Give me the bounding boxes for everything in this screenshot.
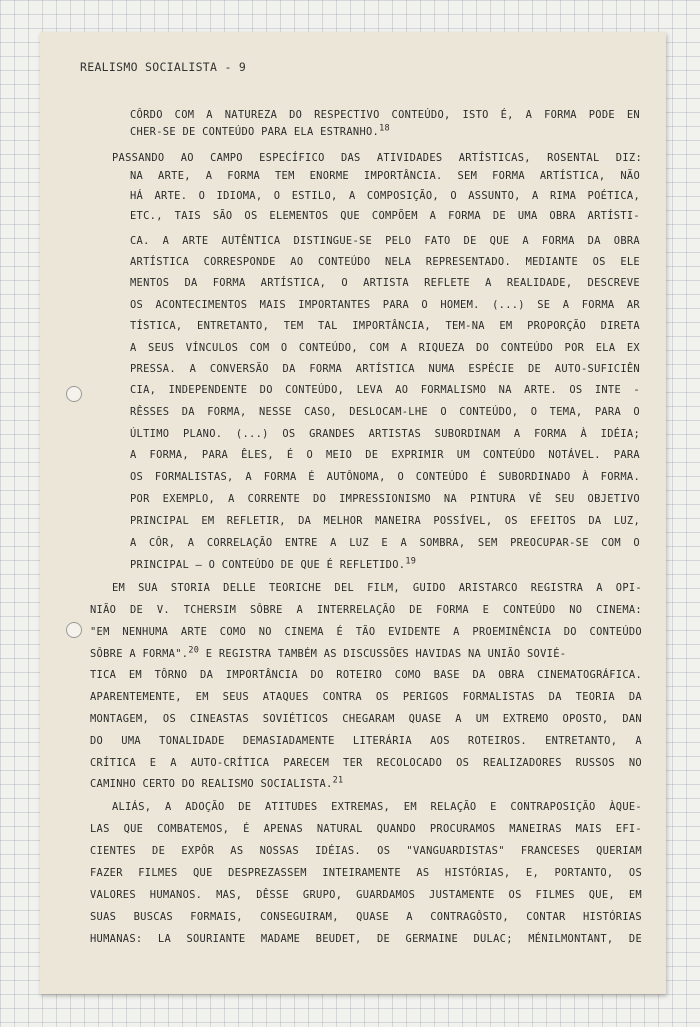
text-line: "EM NENHUMA ARTE COMO NO CINEMA É TÃO EVIDENTE A PROEMINÊNCIA DO CONTEÚDO [90, 626, 642, 638]
quote-line: PRINCIPAL EM REFLETIR, DA MELHOR MANEIRA POSSÍVEL, OS EFEITOS DA LUZ, [130, 515, 640, 527]
text-line: APARENTEMENTE, EM SEUS ATAQUES CONTRA OS PERIGOS FORMALISTAS DA TEORIA DA [90, 691, 642, 703]
text-line: FAZER FILMES QUE DESPREZASSEM INTEIRAMENTE AS HISTÓRIAS, E, PORTANTO, OS [90, 867, 642, 879]
quote-line: ARTÍSTICA CORRESPONDE AO CONTEÚDO NELA REPRESENTADO. MEDIANTE OS ELE [130, 256, 640, 268]
footnote-ref: 20 [188, 645, 200, 656]
quote-line: CIA, INDEPENDENTE DO CONTEÚDO, LEVA AO FORMALISMO NA ARTE. OS INTE - [130, 384, 640, 396]
text-line: EM SUA STORIA DELLE TEORICHE DEL FILM, GUIDO ARISTARCO REGISTRA A OPI- [112, 582, 642, 594]
punch-hole-icon [66, 622, 82, 638]
text-line: CHER-SE DE CONTEÚDO PARA ELA ESTRANHO.$^{18}$ [130, 123, 390, 138]
text-line: CIENTES DE EXPÔR AS NOSSAS IDÉIAS. OS "VANGUARDISTAS" FRANCESES QUERIAM [90, 845, 642, 857]
text-line: CRÍTICA E A AUTO-CRÍTICA PARECEM TER RECOLOCADO OS REALIZADORES RUSSOS NO [90, 757, 642, 769]
quote-line: PRINCIPAL — O CONTEÚDO DE QUE É REFLETIDO.$^{19}$ [130, 556, 417, 571]
text-line: PASSANDO AO CAMPO ESPECÍFICO DAS ATIVIDADES ARTÍSTICAS, ROSENTAL DIZ: [112, 152, 642, 164]
text-line: VALORES HUMANOS. MAS, DÊSSE GRUPO, GUARDAMOS JUSTAMENTE OS FILMES QUE, EM [90, 889, 642, 901]
quote-line: OS FORMALISTAS, A FORMA É AUTÔNOMA, O CONTEÚDO É SUBORDINADO À FORMA. [130, 471, 640, 483]
quote-line: POR EXEMPLO, A CORRENTE DO IMPRESSIONISMO NA PINTURA VÊ SEU OBJETIVO [130, 493, 640, 505]
text-line: ALIÁS, A ADOÇÃO DE ATITUDES EXTREMAS, EM RELAÇÃO E CONTRAPOSIÇÃO ÀQUE- [112, 801, 642, 813]
quote-line: A CÔR, A CORRELAÇÃO ENTRE A LUZ E A SOMBRA, SEM PREOCUPAR-SE COM O [130, 537, 640, 549]
text-line: CAMINHO CERTO DO REALISMO SOCIALISTA.$^{21}$ [90, 775, 344, 790]
quote-line: HÁ ARTE. O IDIOMA, O ESTILO, A COMPOSIÇÃO, O ASSUNTO, A RIMA POÉTICA, [130, 190, 640, 202]
quote-line: OS ACONTECIMENTOS MAIS IMPORTANTES PARA O HOMEM. (...) SE A FORMA AR [130, 299, 640, 311]
quote-line: ETC., TAIS SÃO OS ELEMENTOS QUE COMPÕEM A FORMA DE UMA OBRA ARTÍSTI- [130, 210, 640, 222]
quote-line: PRESSA. A CONVERSÃO DA FORMA ARTÍSTICA NUMA ESPÉCIE DE AUTO-SUFICIÊN [130, 363, 640, 375]
footnote-ref: 18 [379, 123, 390, 134]
text-line: NIÃO DE V. TCHERSIM SÔBRE A INTERRELAÇÃO DE FORMA E CONTEÚDO NO CINEMA: [90, 604, 642, 616]
quote-line: NA ARTE, A FORMA TEM ENORME IMPORTÂNCIA. SEM FORMA ARTÍSTICA, NÃO [130, 170, 640, 182]
text-line: DO UMA TONALIDADE DEMASIADAMENTE LITERÁRIA AOS ROTEIROS. ENTRETANTO, A [90, 735, 642, 747]
text-line: TICA EM TÔRNO DA IMPORTÂNCIA DO ROTEIRO COMO BASE DA OBRA CINEMATOGRÁFICA. [90, 669, 642, 681]
text-line: LAS QUE COMBATEMOS, É APENAS NATURAL QUANDO PROCURAMOS MANEIRAS MAIS EFI- [90, 823, 642, 835]
quote-line: CA. A ARTE AUTÊNTICA DISTINGUE-SE PELO FATO DE QUE A FORMA DA OBRA [130, 235, 640, 247]
quote-line: A SEUS VÍNCULOS COM O CONTEÚDO, COM A RIQUEZA DO CONTEÚDO POR ELA EX [130, 342, 640, 354]
footnote-ref: 19 [405, 556, 417, 567]
quote-line: ÚLTIMO PLANO. (...) OS GRANDES ARTISTAS SUBORDINAM A FORMA À IDÉIA; [130, 428, 640, 440]
punch-hole-icon [66, 386, 82, 402]
quote-line: A FORMA, PARA ÊLES, É O MEIO DE EXPRIMIR UM CONTEÚDO NOTÁVEL. PARA [130, 449, 640, 461]
text-line: MONTAGEM, OS CINEASTAS SOVIÉTICOS CHEGARAM QUASE A UM EXTREMO OPOSTO, DAN [90, 713, 642, 725]
text-line: CÔRDO COM A NATUREZA DO RESPECTIVO CONTEÚDO, ISTO É, A FORMA PODE EN [130, 109, 640, 121]
page-header: REALISMO SOCIALISTA - 9 [80, 60, 247, 74]
text-line: SUAS BUSCAS FORMAIS, CONSEGUIRAM, QUASE A CONTRAGÔSTO, CONTAR HISTÓRIAS [90, 911, 642, 923]
text-line: SÔBRE A FORMA".$^{20}$ E REGISTRA TAMBÉM AS DISCUSSÕES HAVIDAS NA UNIÃO SOVIÉ- [90, 645, 567, 660]
quote-line: RÊSSES DA FORMA, NESSE CASO, DESLOCAM-LHE O CONTEÚDO, O TEMA, PARA O [130, 406, 640, 418]
quote-line: MENTOS DA FORMA ARTÍSTICA, O ARTISTA REFLETE A REALIDADE, DESCREVE [130, 277, 640, 289]
text-line: HUMANAS: LA SOURIANTE MADAME BEUDET, DE GERMAINE DULAC; MÉNILMONTANT, DE [90, 933, 642, 945]
footnote-ref: 21 [332, 775, 344, 786]
quote-line: TÍSTICA, ENTRETANTO, TEM TAL IMPORTÂNCIA, TEM-NA EM PROPORÇÃO DIRETA [130, 320, 640, 332]
